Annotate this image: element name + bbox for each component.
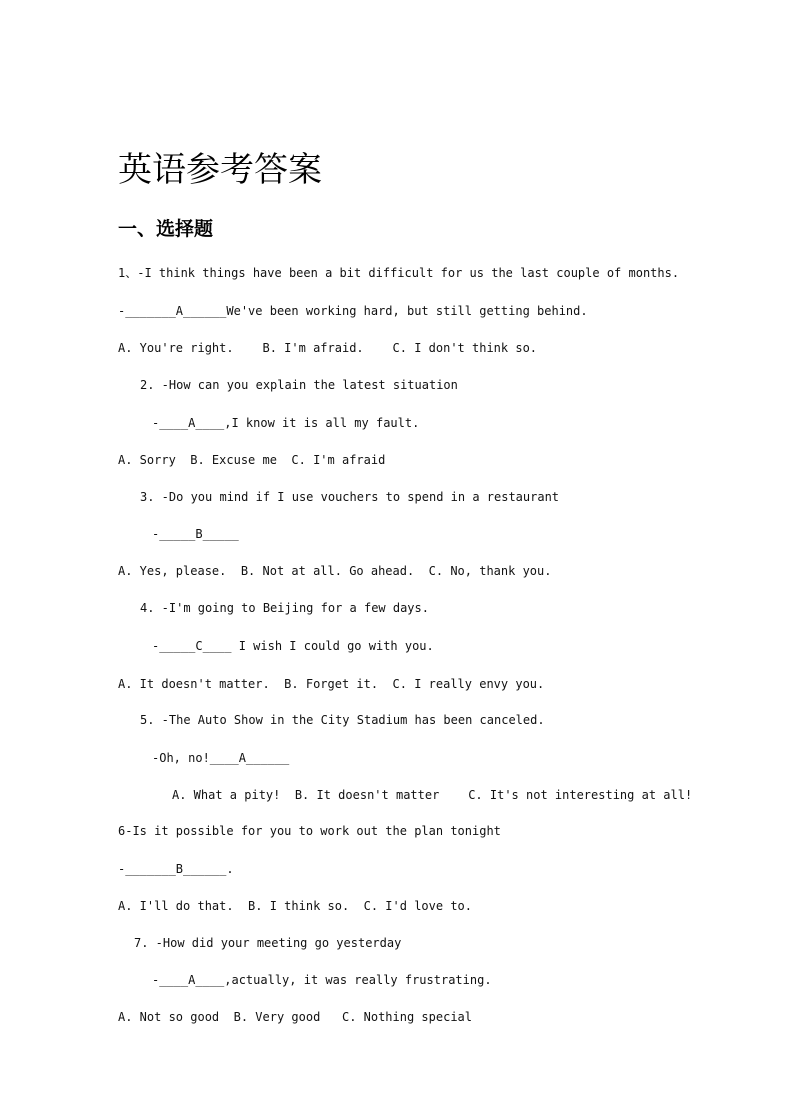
question-7-answer: -____A____,actually, it was really frustrating. (152, 973, 492, 987)
question-5-prompt: 5. -The Auto Show in the City Stadium has been canceled. (140, 713, 545, 727)
question-1-prompt: 1、-I think things have been a bit difficult for us the last couple of months. (118, 266, 680, 280)
question-2-prompt: 2. -How can you explain the latest situation (140, 378, 458, 392)
question-3-options: A. Yes, please. B. Not at all. Go ahead. C. No, thank you. (118, 564, 552, 578)
question-6-options: A. I'll do that. B. I think so. C. I'd love to. (118, 899, 473, 913)
question-5-options: A. What a pity! B. It doesn't matter C. It's not interesting at all! (172, 788, 693, 802)
question-4-options: A. It doesn't matter. B. Forget it. C. I really envy you. (118, 677, 545, 691)
question-4-prompt: 4. -I'm going to Beijing for a few days. (140, 601, 429, 615)
question-1-options: A. You're right. B. I'm afraid. C. I don't think so. (118, 341, 538, 355)
question-3-prompt: 3. -Do you mind if I use vouchers to spend in a restaurant (140, 490, 560, 504)
page-title: 英语参考答案 (118, 150, 322, 190)
question-3-answer: -_____B_____ (152, 527, 239, 541)
question-5-answer: -Oh, no!____A______ (152, 751, 290, 765)
question-4-answer: -_____C____ I wish I could go with you. (152, 639, 434, 653)
question-2-answer: -____A____,I know it is all my fault. (152, 416, 420, 430)
question-6-answer: -_______B______. (118, 862, 234, 876)
section-heading: 一、选择题 (118, 218, 214, 240)
question-6-prompt: 6-Is it possible for you to work out the plan tonight (118, 824, 501, 838)
question-7-options: A. Not so good B. Very good C. Nothing special (118, 1010, 473, 1024)
question-7-prompt: 7. -How did your meeting go yesterday (134, 936, 402, 950)
question-2-options: A. Sorry B. Excuse me C. I'm afraid (118, 453, 386, 467)
question-1-answer: -_______A______We've been working hard, but still getting behind. (118, 304, 588, 318)
